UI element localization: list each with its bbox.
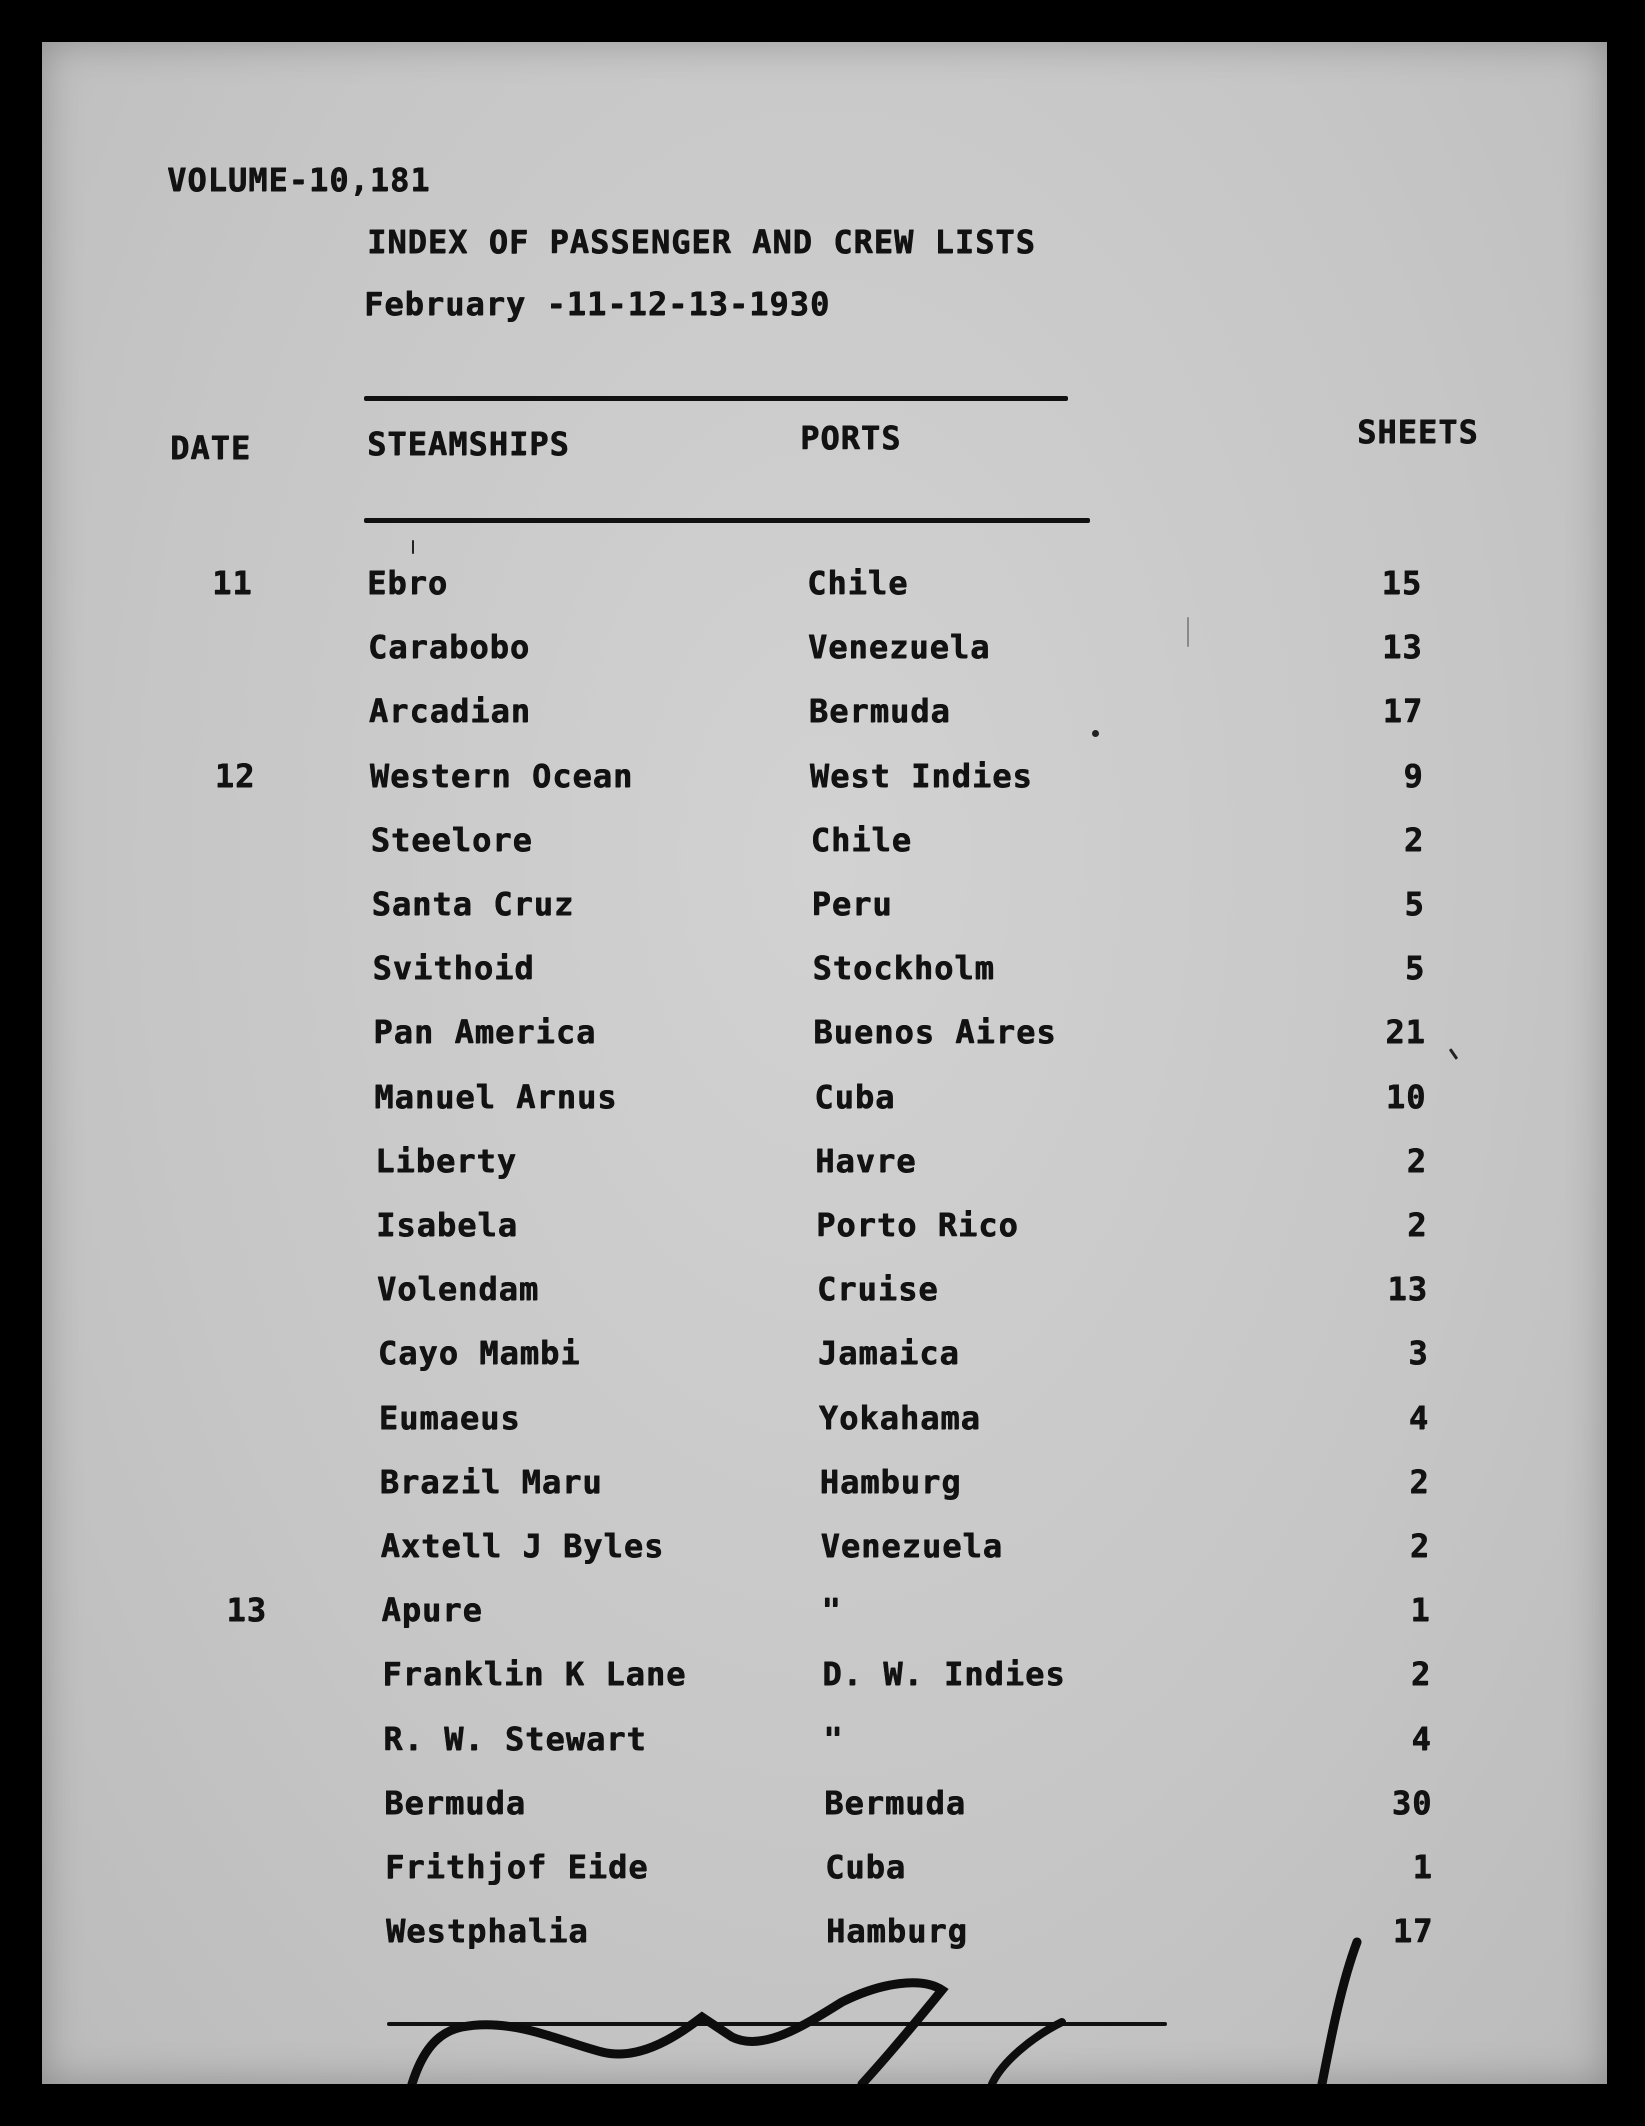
steamship-cell: Apure — [381, 1591, 483, 1629]
sheets-cell: 2 — [1409, 1463, 1430, 1501]
volume-number: VOLUME-10,181 — [167, 161, 431, 199]
port-cell: West Indies — [809, 757, 1033, 795]
port-cell: " — [821, 1591, 842, 1629]
port-cell: Chile — [810, 821, 912, 859]
header-sheets: SHEETS — [1357, 413, 1479, 451]
pencil-scrawl — [42, 42, 1607, 2084]
port-cell: Cuba — [814, 1078, 896, 1116]
sheets-cell: 5 — [1404, 885, 1425, 923]
port-cell: " — [823, 1720, 844, 1758]
port-cell: Buenos Aires — [813, 1013, 1057, 1051]
port-cell: Cruise — [816, 1270, 939, 1308]
steamship-cell: Westphalia — [385, 1912, 589, 1950]
sheets-cell: 2 — [1410, 1655, 1432, 1693]
port-cell: Jamaica — [817, 1334, 960, 1372]
steamship-cell: Axtell J Byles — [380, 1527, 665, 1565]
sheets-cell: 3 — [1408, 1334, 1429, 1372]
steamship-cell: Svithoid — [372, 949, 535, 987]
port-cell: Hamburg — [825, 1912, 968, 1950]
sheets-cell: 9 — [1403, 757, 1424, 795]
header-date: DATE — [170, 429, 252, 467]
sheets-cell: 15 — [1381, 564, 1422, 602]
sheets-cell: 4 — [1411, 1720, 1432, 1758]
port-cell: Porto Rico — [816, 1206, 1019, 1244]
port-cell: Venezuela — [807, 628, 991, 666]
steamship-cell: Franklin K Lane — [382, 1655, 687, 1693]
sheets-cell: 2 — [1406, 1142, 1427, 1180]
sheets-cell: 21 — [1385, 1013, 1426, 1051]
steamship-cell: Eumaeus — [378, 1399, 521, 1437]
date-cell: 13 — [226, 1591, 267, 1629]
sheets-cell: 1 — [1412, 1848, 1433, 1886]
steamship-cell: Brazil Maru — [379, 1463, 603, 1501]
steamship-cell: Arcadian — [368, 692, 531, 730]
ink-speck — [412, 540, 414, 554]
sheets-cell: 10 — [1385, 1078, 1427, 1116]
steamship-cell: Santa Cruz — [371, 885, 575, 923]
steamship-cell: Manuel Arnus — [374, 1078, 618, 1116]
sheets-cell: 2 — [1407, 1206, 1428, 1244]
ink-speck — [1092, 730, 1099, 737]
ink-speck — [1187, 617, 1189, 647]
port-cell: D. W. Indies — [822, 1655, 1066, 1693]
sheets-cell: 17 — [1382, 692, 1424, 730]
document-page — [42, 42, 1607, 2084]
steamship-cell: Frithjof Eide — [385, 1848, 649, 1886]
steamship-cell: Carabobo — [367, 628, 531, 666]
date-cell: 12 — [214, 757, 256, 795]
date-cell: 11 — [212, 564, 253, 602]
steamship-cell: Steelore — [370, 821, 533, 859]
sheets-cell: 30 — [1391, 1784, 1433, 1822]
sheets-cell: 5 — [1404, 949, 1426, 987]
steamship-cell: Pan America — [373, 1013, 597, 1051]
port-cell: Chile — [807, 564, 909, 602]
port-cell: Bermuda — [808, 692, 951, 730]
document-title: INDEX OF PASSENGER AND CREW LISTS — [367, 223, 1036, 261]
sheets-cell: 4 — [1408, 1399, 1429, 1437]
steamship-cell: Isabela — [376, 1206, 518, 1244]
port-cell: Havre — [815, 1142, 917, 1180]
steamship-cell: R. W. Stewart — [383, 1720, 647, 1758]
steamship-cell: Cayo Mambi — [377, 1334, 581, 1372]
steamship-cell: Western Ocean — [369, 757, 634, 795]
steamship-cell: Volendam — [376, 1270, 540, 1308]
sheets-cell: 17 — [1392, 1912, 1434, 1950]
sheets-cell: 2 — [1409, 1527, 1431, 1565]
port-cell: Peru — [811, 885, 893, 923]
steamship-cell: Liberty — [375, 1142, 517, 1180]
header-steamships: STEAMSHIPS — [367, 425, 570, 463]
steamship-cell: Bermuda — [384, 1784, 526, 1822]
port-cell: Stockholm — [812, 949, 995, 987]
header-ports: PORTS — [800, 419, 902, 457]
port-cell: Cuba — [825, 1848, 907, 1886]
port-cell: Yokahama — [818, 1399, 981, 1437]
port-cell: Venezuela — [820, 1527, 1003, 1565]
steamship-cell: Ebro — [367, 564, 449, 602]
sheets-cell: 2 — [1403, 821, 1425, 859]
sheets-cell: 1 — [1410, 1591, 1431, 1629]
port-cell: Bermuda — [824, 1784, 966, 1822]
sheets-cell: 13 — [1381, 628, 1423, 666]
sheets-cell: 13 — [1387, 1270, 1428, 1308]
date-range: February -11-12-13-1930 — [364, 285, 831, 323]
port-cell: Hamburg — [819, 1463, 962, 1501]
